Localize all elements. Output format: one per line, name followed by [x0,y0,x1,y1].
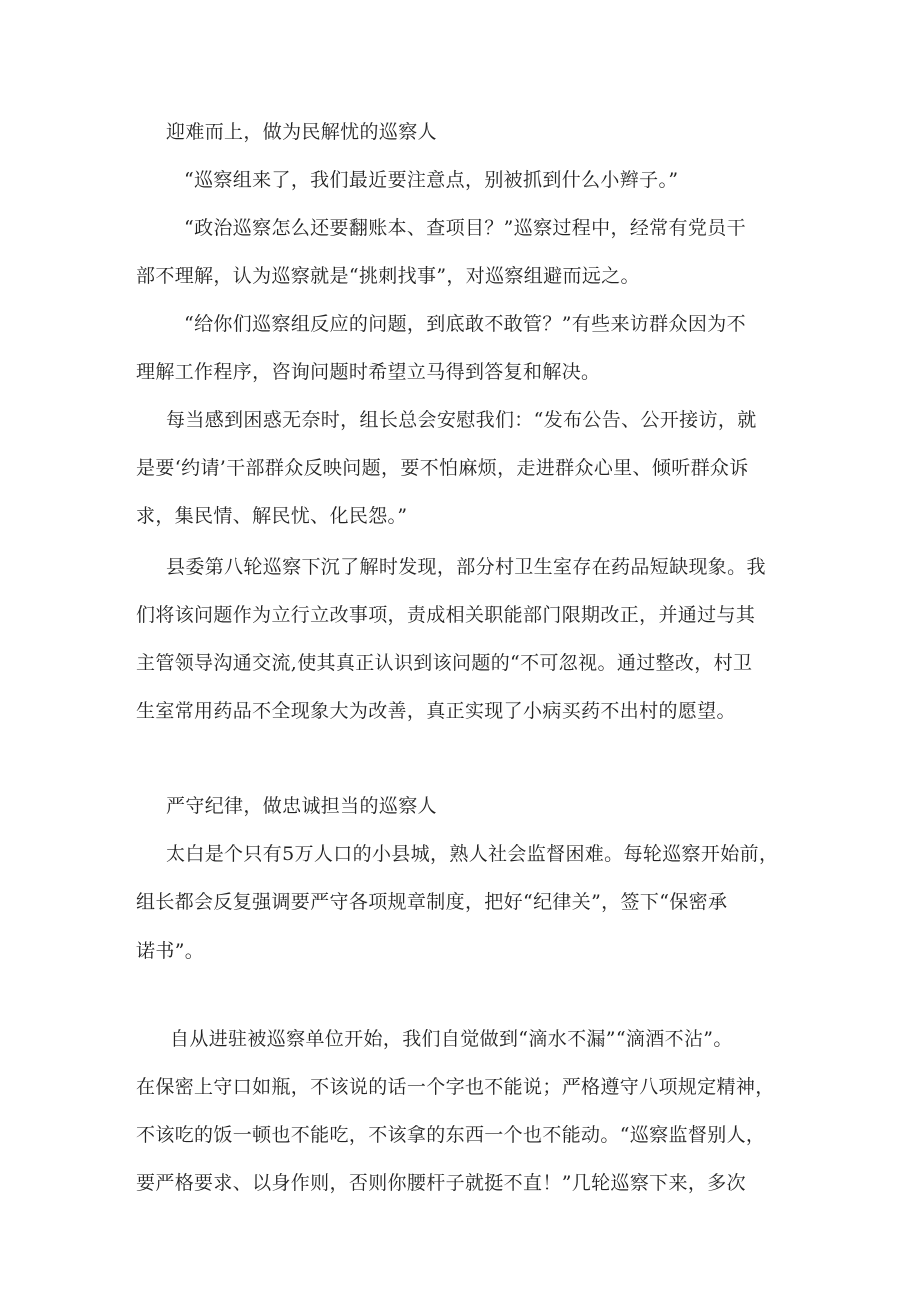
paragraph-line: 要严格要求、以身作则，否则你腰杆子就挺不直！”几轮巡察下来，多次 [136,1172,746,1194]
paragraph-line: 自从进驻被巡察单位开始，我们自觉做到“滴水不漏”“滴酒不沾”。 [170,1028,733,1050]
paragraph-line: 在保密上守口如瓶，不该说的话一个字也不能说；严格遵守八项规定精神， [136,1076,775,1098]
paragraph-line: 求，集民情、解民忧、化民怨。” [136,505,408,527]
paragraph-line: 诺书”。 [136,940,205,962]
paragraph-line: 生室常用药品不全现象大为改善，真正实现了小病买药不出村的愿望。 [136,700,736,722]
paragraph-line: 县委第八轮巡察下沉了解时发现，部分村卫生室存在药品短缺现象。我 [166,556,766,578]
paragraph-line: “政治巡察怎么还要翻账本、查项目？”巡察过程中，经常有党员干 [184,217,746,239]
paragraph-line: 太白是个只有5万人口的小县城，熟人社会监督困难。每轮巡察开始前， [166,843,779,865]
paragraph-line: 部不理解，认为巡察就是“挑刺找事”，对巡察组避而远之。 [136,265,640,287]
paragraph-line: “巡察组来了，我们最近要注意点，别被抓到什么小辫子。” [184,169,679,191]
section-heading-1: 迎难而上，做为民解忧的巡察人 [166,121,437,143]
paragraph-line: 是要‘约请’干部群众反映问题，要不怕麻烦，走进群众心里、倾听群众诉 [136,457,749,479]
paragraph-line: 组长都会反复强调要严守各项规章制度，把好“纪律关”，签下“保密承 [136,891,728,913]
paragraph-line: 们将该问题作为立行立改事项，责成相关职能部门限期改正，并通过与其 [136,604,756,626]
section-heading-2: 严守纪律，做忠诚担当的巡察人 [166,795,437,817]
paragraph-line: 主管领导沟通交流,使其真正认识到该问题的“不可忽视。通过整改，村卫 [136,652,753,674]
paragraph-line: 每当感到困惑无奈时，组长总会安慰我们：“发布公告、公开接访，就 [166,409,757,431]
paragraph-line: 理解工作程序，咨询问题时希望立马得到答复和解决。 [136,361,601,383]
paragraph-line: “给你们巡察组反应的问题，到底敢不敢管？”有些来访群众因为不 [184,313,746,335]
paragraph-line: 不该吃的饭一顿也不能吃，不该拿的东西一个也不能动。“巡察监督别人， [136,1124,766,1146]
